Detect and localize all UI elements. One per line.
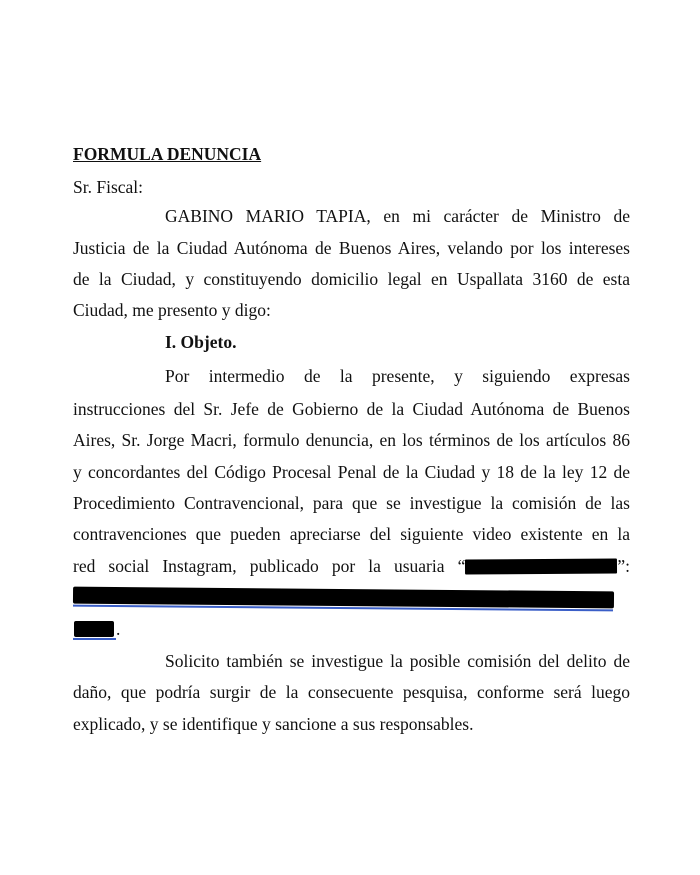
section-title: I. Objeto. (165, 332, 237, 352)
link-trailing-period: . (116, 619, 121, 639)
instagram-line (73, 555, 630, 577)
instagram-line-prefix: red social Instagram, publicado por la usuaria (73, 556, 445, 576)
object-line-2: instrucciones del Sr. Jefe de Gobierno de la Ciudad Autónoma de Buenos (73, 399, 630, 419)
intro-line-1: GABINO MARIO TAPIA, en mi carácter de Ministro de (165, 206, 630, 226)
object-line-3: Aires, Sr. Jorge Macri, formulo denuncia, en los términos de los artículos 86 (73, 430, 630, 450)
closing-line-3: explicado, y se identifique y sancione a sus responsables. (73, 714, 474, 734)
close-quote: ”: (617, 556, 631, 576)
object-line-6: contravenciones que pueden apreciarse del siguiente video existente en la (73, 524, 630, 544)
salutation: Sr. Fiscal: (73, 177, 144, 197)
intro-line-4: Ciudad, me presento y digo: (73, 300, 271, 320)
redacted-username (465, 558, 617, 574)
intro-line-2: Justicia de la Ciudad Autónoma de Buenos Aires, velando por los intereses (73, 238, 630, 258)
open-quote: “ (457, 556, 466, 576)
closing-line-2: daño, que podría surgir de la consecuente pesquisa, conforme será luego (73, 682, 630, 702)
username-quote-block (458, 556, 630, 576)
closing-line-1: Solicito también se investigue la posible comisión del delito de (165, 651, 630, 671)
object-line-1: Por intermedio de la presente, y siguiendo expresas (165, 366, 630, 386)
link-underline-2 (73, 638, 116, 640)
intro-line-3: de la Ciudad, y constituyendo domicilio legal en Uspallata 3160 de esta (73, 269, 630, 289)
redacted-link-line-2[interactable] (74, 621, 114, 637)
object-line-5: Procedimiento Contravencional, para que se investigue la comisión de las (73, 493, 630, 513)
object-line-4: y concordantes del Código Procesal Penal de la Ciudad y 18 de la ley 12 de (73, 462, 630, 482)
document-heading: FORMULA DENUNCIA (73, 144, 262, 164)
